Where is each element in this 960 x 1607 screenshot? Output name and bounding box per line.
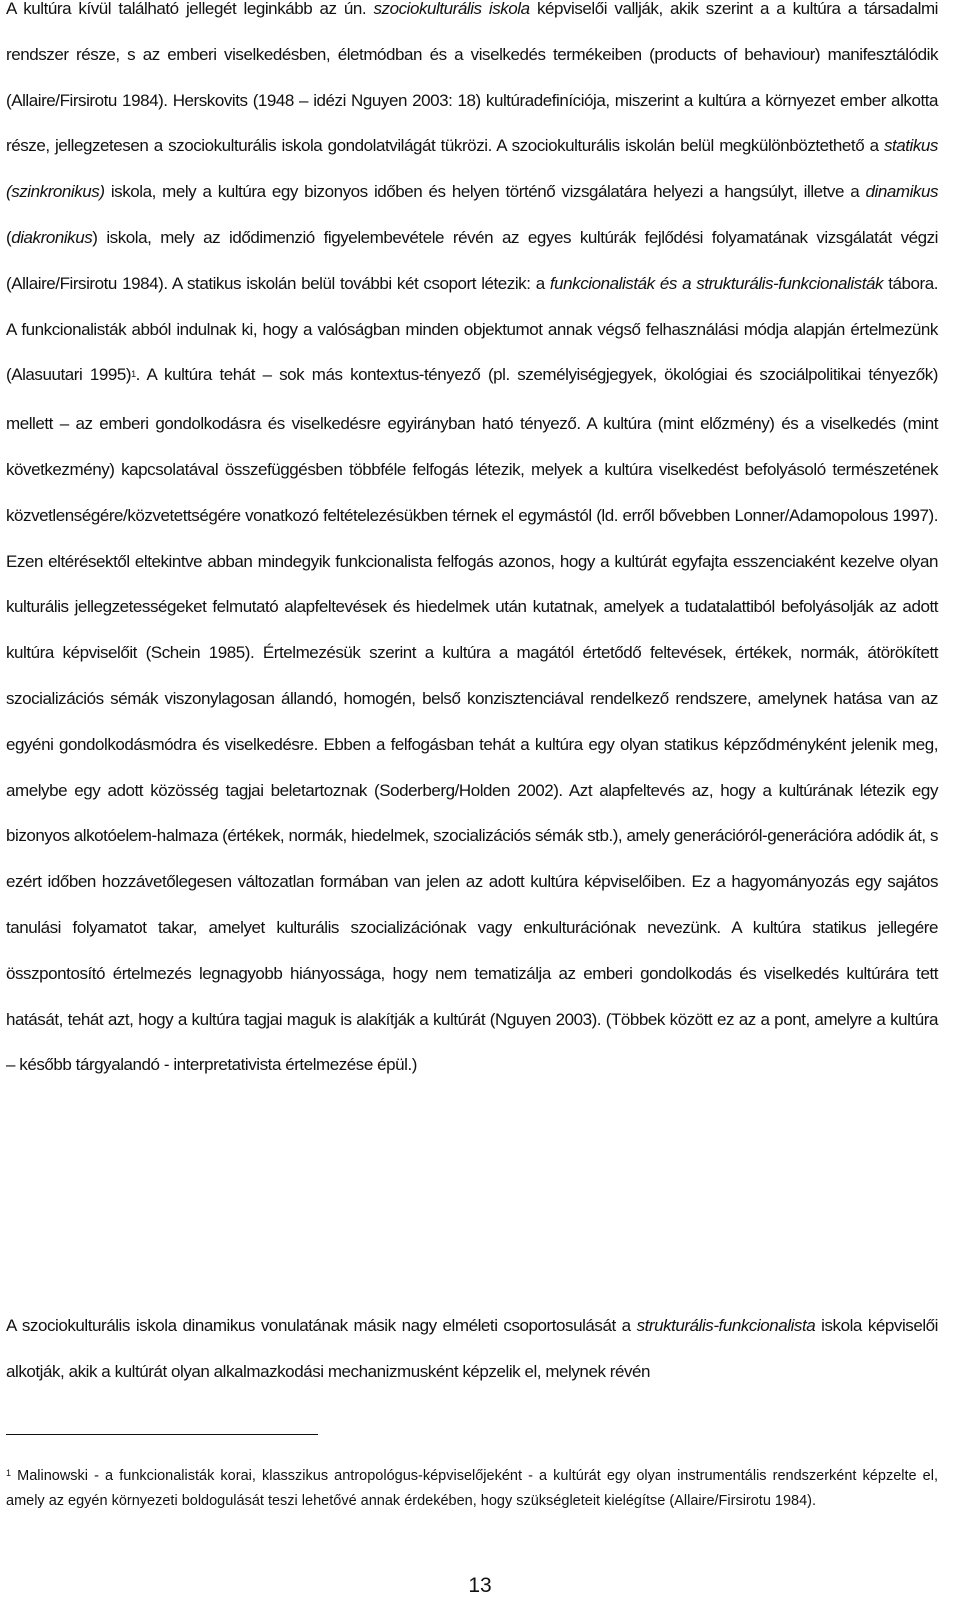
emphasis-term: diakronikus [11, 227, 93, 247]
body-paragraph-1 [6, 0, 938, 1088]
emphasis-term: dinamikus [865, 182, 938, 202]
paragraph-text: iskola, mely a kultúra egy bizonyos időben és helyen történő vizsgálatára helyezi a hangsúlyt, illetve a [104, 182, 866, 202]
paragraph-text: képviselői vallják, akik szerint a a kultúra a társadalmi rendszer része, s az emberi viselkedésben, életmódban és a viselkedés termékeiben (products of behaviour) manifesztálódik (Allaire/Firsirotu 1984). Herskovits (1948 – idézi Nguyen 2003: 18) kultúradefiníciója, miszerint a kultúra a környezet ember alkotta része, jellegzetesen a szociokulturális iskola gondolatvilágát tükrözi. A szociokulturális iskolán belül megkülönböztethető a [6, 0, 939, 156]
paragraph-text: A szociokulturális iskola dinamikus vonulatának másik nagy elméleti csoportosulását a [6, 1316, 637, 1335]
body-paragraph-2 [6, 1303, 938, 1395]
paragraph-text: iskola képviselői alkotják, akik a kultúrát olyan alkalmazkodási mechanizmusként képzelik el, melynek révén [6, 1316, 938, 1381]
emphasis-term: szociokulturális iskola [373, 0, 530, 18]
paragraph-text: tábora. A funkcionalisták abból indulnak ki, hogy a valóságban minden objektumot annak végső felhasználási módja alapján értelmezünk (Alasuutari 1995) [6, 273, 938, 385]
footnote-separator [6, 1434, 318, 1435]
footnote-text: Malinowski - a funkcionalisták korai, klasszikus antropológus-képviselőjeként - a kultúrát egy olyan instrumentális rendszerként képzelte el, amely az egyén környezeti boldogulását teszi lehetővé annak érdekében, hogy szükségleteit kielégítse (Allaire/Firsirotu 1984). [6, 1468, 938, 1509]
paragraph-text: ( [6, 227, 12, 247]
emphasis-term: strukturális-funkcionalista [636, 1316, 816, 1335]
paragraph-text: A kultúra kívül található jellegét leginkább az ún. [6, 0, 374, 18]
footnote-reference[interactable]: 1 [131, 369, 136, 380]
paragraph-text: . A kultúra tehát – sok más kontextus-tényező (pl. személyiségjegyek, ökológiai és szociálpolitikai tényezők) mellett – az emberi gondolkodásra és viselkedésre egyirányban ható tényező. A kultúra (mint előzmény) és a viselkedés (mint következmény) kapcsolatával összefüggésben többféle felfogás létezik, melyek a kultúra viselkedést befolyásoló természetének közvetlenségére/közvetettségére vonatkozó feltételezésükben térnek el egymástól (ld. erről bővebben Lonner/Adamopolous 1997). Ezen eltérésektől eltekintve abban mindegyik funkcionalista felfogás azonos, hogy a kultúrát egyfajta esszenciaként kezelve olyan kulturális jellegzetességeket felmutató alapfeltevések és hiedelmek után kutatnak, amelyek a tudatalattiból befolyásolják az adott kultúra képviselőit (Schein 1985). Értelmezésük szerint a kultúra a magától értetődő feltevések, értékek, normák, átörökített szocializációs sémák viszonylagosan állandó, homogén, belső konzisztenciával rendelkező rendszere, amelynek hatása van az egyéni gondolkodásmódra és viselkedésre. Ebben a felfogásban tehát a kultúra egy olyan statikus képződményként jelenik meg, amelybe egy adott közösség tagjai beletartoznak (Soderberg/Holden 2002). Azt alapfeltevés az, hogy a kultúrának létezik egy bizonyos alkotóelem-halmaza (értékek, normák, hiedelmek, szocializációs sémák stb.), amely generációról-generációra adódik át, s ezért időben hozzávetőlegesen változatlan formában van jelen az adott kultúra képviselőiben. Ez a hagyományozás egy sajátos tanulási folyamatot takar, amelyet kulturális szocializációnak vagy enkulturációnak nevezünk. A kultúra statikus jellegére összpontosító értelmezés legnagyobb hiányossága, hogy nem tematizálja az emberi gondolkodás és viselkedés kultúrára tett hatását, tehát azt, hogy a kultúra tagjai maguk is alakítják a kultúrát (Nguyen 2003). (Többek között ez az a pont, amelyre a kultúra – később tárgyalandó - interpretativista értelmezése épül.) [6, 365, 939, 1075]
footnote [6, 1464, 938, 1513]
emphasis-term: statikus (szinkronikus) [6, 136, 938, 202]
paragraph-text: ) iskola, mely az idődimenzió figyelembevétele révén az egyes kultúrák fejlődési folyamatának vizsgálatát végzi (Allaire/Firsirotu 1984). A statikus iskolán belül további két csoport létezik: a [6, 227, 938, 293]
page-number: 13 [468, 1574, 492, 1597]
emphasis-term: funkcionalisták és a strukturális-funkcionalisták [549, 273, 884, 293]
footnote-marker: 1 [6, 1468, 12, 1478]
